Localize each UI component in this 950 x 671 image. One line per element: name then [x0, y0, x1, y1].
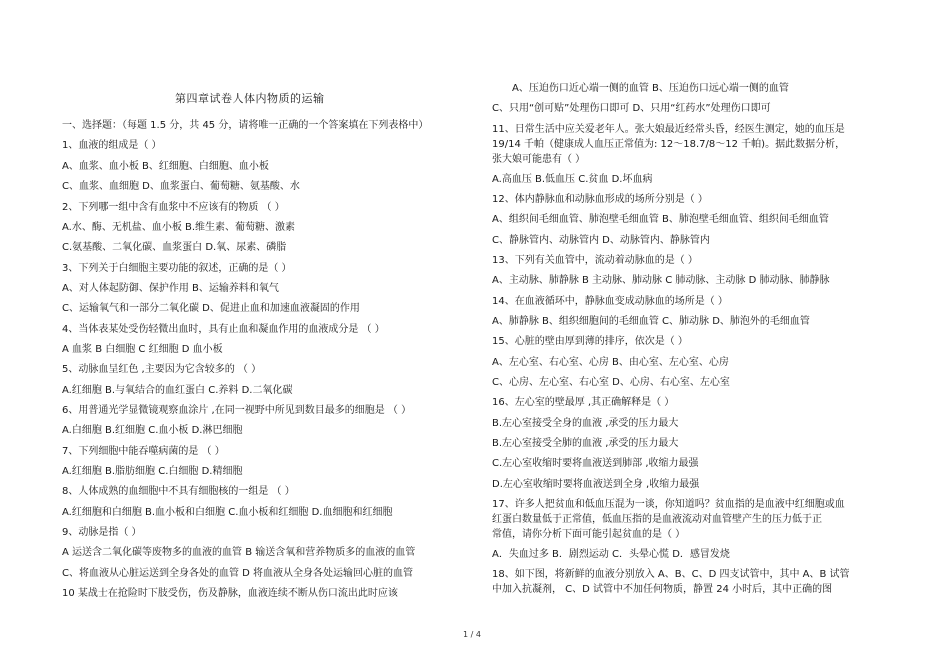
text-line: A、左心室、右心室、心房 B、由心室、左心室、心房 — [492, 357, 729, 368]
text-line: A.红细胞和白细胞 B.血小板和白细胞 C.血小板和红细胞 D.血细胞和红细胞 — [62, 507, 393, 518]
page-number: 1 / 4 — [463, 630, 481, 639]
text-line: 一、选择题：（每题 1.5 分，共 45 分，请将唯一正确的一个答案填在下列表格中） — [62, 120, 429, 131]
text-line: A、压迫伤口近心端一侧的血管 B、压迫伤口远心端一侧的血管 — [512, 83, 789, 94]
text-line: A 血浆 B 白细胞 C 红细胞 D 血小板 — [62, 344, 223, 355]
text-line: 14、在血液循环中，静脉血变成动脉血的场所是（ ） — [492, 296, 728, 307]
text-line: A 运送含二氧化碳等废物多的血液的血管 B 输送含氧和营养物质多的血液的血管 — [62, 547, 416, 558]
text-line: C.左心室收缩时要将血液送到肺部 ,收缩力最强 — [492, 458, 699, 469]
text-line: C、只用“创可贴”处理伤口即可 D、只用“红药水”处理伤口即可 — [492, 103, 771, 114]
text-line: D.左心室收缩时要将血液送到全身 ,收缩力最强 — [492, 479, 700, 490]
text-line: 18、如下图，将新鲜的血液分别放入 A、B、C、D 四支试管中，其中 A、B 试管 — [492, 569, 850, 580]
text-line: A.红细胞 B.与氧结合的血红蛋白 C.养料 D.二氧化碳 — [62, 385, 293, 396]
text-line: 3、下列关于白细胞主要功能的叙述，正确的是（ ） — [62, 263, 292, 274]
text-line: C、将血液从心脏运送到全身各处的血管 D 将血液从全身各处运输回心脏的血管 — [62, 568, 414, 579]
text-line: A、肺静脉 B、组织细胞间的毛细血管 C、肺动脉 D、肺泡外的毛细血管 — [492, 316, 810, 327]
text-line: 1、血液的组成是（ ） — [62, 140, 162, 151]
text-line: 张大娘可能患有（ ） — [492, 154, 586, 165]
text-line: C、静脉管内、动脉管内 D、动脉管内、静脉管内 — [492, 235, 710, 246]
text-line: 16、左心室的壁最厚 ,其正确解释是（ ） — [492, 397, 675, 408]
text-line: 12、体内静脉血和动脉血形成的场所分别是（ ） — [492, 194, 708, 205]
text-line: A.白细胞 B.红细胞 C.血小板 D.淋巴细胞 — [62, 425, 243, 436]
text-line: C、心房、左心室、右心室 D、心房、右心室、左心室 — [492, 377, 730, 388]
text-line: 11、日常生活中应关爱老年人。张大娘最近经常头昏，经医生测定，她的血压是 — [492, 124, 845, 135]
text-line: A、对人体起防御、保护作用 B、运输养料和氧气 — [62, 283, 279, 294]
text-line: B.左心室接受全肺的血液 ,承受的压力最大 — [492, 438, 679, 449]
text-line: A.水、酶、无机盐、血小板 B.维生素、葡萄糖、激素 — [62, 222, 296, 233]
text-line: B.左心室接受全身的血液 ,承受的压力最大 — [492, 418, 679, 429]
text-line: A、组织间毛细血管、肺泡壁毛细血管 B、肺泡壁毛细血管、组织间毛细血管 — [492, 214, 829, 225]
text-line: 红蛋白数量低于正常值，低血压指的是血液流动对血管壁产生的压力低于正 — [492, 514, 822, 525]
text-line: 6、用普通光学显微镜观察血涂片 ,在同一视野中所见到数目最多的细胞是 （ ） — [62, 405, 412, 416]
text-line: 19/14 千帕（健康成人血压正常值为: 12～18.7/8～12 千帕)。据此数据分析， — [492, 139, 846, 150]
text-line: A．失血过多 B．剧烈运动 C．头晕心慌 D．感冒发烧 — [492, 549, 730, 560]
text-line: C、血浆、血细胞 D、血浆蛋白、葡萄糖、氨基酸、水 — [62, 181, 300, 192]
text-line: 中加入抗凝剂， C、D 试管中不加任何物质，静置 24 小时后，其中正确的图 — [492, 584, 833, 595]
text-line: C、运输氧气和一部分二氧化碳 D、促进止血和加速血液凝固的作用 — [62, 303, 360, 314]
text-line: 15、心脏的壁由厚到薄的排序，依次是（ ） — [492, 336, 688, 347]
text-line: 2、下列哪一组中含有血浆中不应该有的物质 （ ） — [62, 202, 285, 213]
page-title: 第四章试卷人体内物质的运输 — [175, 92, 325, 105]
text-line: A、血浆、血小板 B、红细胞、白细胞、血小板 — [62, 161, 269, 172]
text-line: A.高血压 B.低血压 C.贫血 D.坏血病 — [492, 174, 653, 185]
text-line: A、主动脉、肺静脉 B 主动脉、肺动脉 C 肺动脉、主动脉 D 肺动脉、肺静脉 — [492, 275, 830, 286]
text-line: 10 某战士在抢险时下肢受伤，伤及静脉，血液连续不断从伤口流出此时应该 — [62, 588, 398, 599]
text-line: C.氨基酸、二氧化碳、血浆蛋白 D.氧、尿素、磷脂 — [62, 242, 287, 253]
text-line: 9、动脉是指（ ） — [62, 527, 142, 538]
text-line: 5、动脉血呈红色 ,主要因为它含较多的 （ ） — [62, 364, 262, 375]
text-line: 常值，请你分析下面可能引起贫血的是（ ） — [492, 529, 686, 540]
text-line: 17、许多人把贫血和低血压混为一谈，你知道吗？贫血指的是血液中红细胞或血 — [492, 499, 845, 510]
text-line: 4、当体表某处受伤轻微出血时，具有止血和凝血作用的血液成分是 （ ） — [62, 324, 385, 335]
text-line: 8、人体成熟的血细胞中不具有细胞核的一组是 （ ） — [62, 486, 295, 497]
text-line: 7、下列细胞中能吞噬病菌的是 （ ） — [62, 446, 225, 457]
text-line: 13、下列有关血管中，流动着动脉血的是（ ） — [492, 255, 698, 266]
text-line: A.红细胞 B.脂肪细胞 C.白细胞 D.精细胞 — [62, 466, 243, 477]
